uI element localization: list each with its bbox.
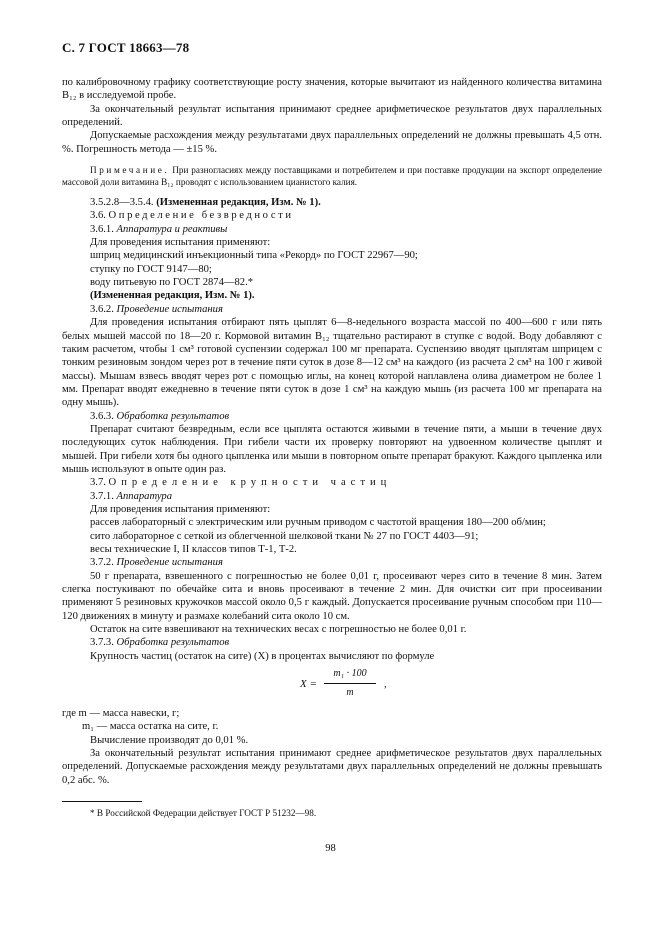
- section-3-7-3: [62, 636, 602, 649]
- note-text: При разногласиях между поставщиками и потребителем и при поставке продукции на экспорт определение массовой доли витамина B₁₂ проводят с использованием цианистого калия.: [62, 165, 603, 188]
- section-3-7-1: [62, 490, 602, 503]
- section-3-5-2-8: [62, 196, 602, 209]
- section-3-6: [62, 209, 602, 222]
- note: [62, 164, 602, 188]
- list-item: весы технические I, II классов типов Т-1, Т-2.: [90, 544, 297, 555]
- paragraph: по калибровочному графику соответствующие росту значения, которые вычитают из найденного количества витамина B₁₂ в исследуемой пробе.: [62, 77, 602, 102]
- paragraph: Остаток на сите взвешивают на технических весах с погрешностью не более 0,01 г.: [90, 624, 467, 636]
- section-title: Аппаратура: [116, 490, 172, 502]
- paragraph: Для проведения испытания отбирают пять цыплят 6—8-недельного возраста массой по 400—600 г или пять белых мышей массой по 18—20 г. Кормовой витамин B₁₂ тщательно растирают в ступке с водой. Воду добавляют с таким расчетом, чтобы 1 см³ готовой суспензии содержал 100 мг препарата. Суспензию вводят цыплятам шприцем с тонким резиновым зондом через рот в течение пяти суток в дозе 8—12 см³ на каждого (из расчета 2 см³ на 100 г живой массы). Мышам взвесь вводят через рот с помощью иглы, на конец которой наплавлена олива диаметром не более 1 мм. Препарат вводят ежедневно в течение пяти суток в дозе 1 см³ на каждую мышь (из расчета 100 мг препарата на одну мышь).: [62, 317, 602, 409]
- paragraph: 50 г препарата, взвешенного с погрешностью не более 0,01 г, просеивают через сито в течение 8 мин. Затем слегка постукивают по обечайке сита и вновь просеивают в течение 2 мин. Для очистки сит при просеивании применяют 5 резиновых кружочков массой около 0,5 г каждый. Допускается просеивание ручным способом при 110—120 движениях в минуту и размахе колебаний сита около 10 см.: [62, 570, 602, 622]
- paragraph: Крупность частиц (остаток на сите) (X) в процентах вычисляют по формуле: [90, 650, 435, 662]
- formula-fraction: [318, 667, 382, 699]
- where-m1: m₁ — масса остатка на сите, г.: [82, 721, 219, 733]
- formula-numerator: m₁ · 100: [333, 668, 367, 680]
- section-3-6-1: [62, 223, 602, 236]
- list-item: Для проведения испытания применяют:: [90, 503, 271, 515]
- page-header: С. 7 ГОСТ 18663—78: [62, 40, 190, 55]
- revision-note: (Измененная редакция, Изм. № 1).: [156, 197, 321, 209]
- section-3-6-3: [62, 410, 602, 423]
- section-title: Определение безвредности: [108, 210, 294, 222]
- section-title: Проведение испытания: [116, 557, 223, 569]
- section-title: Обработка результатов: [116, 637, 230, 649]
- fraction-bar: [324, 683, 376, 684]
- list-item: Для проведения испытания применяют:: [90, 237, 271, 249]
- footnote: * В Российской Федерации действует ГОСТ Р 51232—98.: [90, 808, 317, 818]
- paragraph: Вычисление производят до 0,01 %.: [90, 734, 249, 746]
- list-item: сито лабораторное с сеткой из облегченной шелковой ткани № 27 по ГОСТ 4403—91;: [90, 530, 479, 542]
- document-body: [62, 76, 602, 787]
- list-item: ступку по ГОСТ 9147—80;: [90, 263, 212, 275]
- section-title: Проведение испытания: [116, 303, 223, 315]
- footnote-divider: [62, 801, 142, 802]
- section-title: Аппаратура и реактивы: [116, 223, 228, 235]
- list-item: рассев лабораторный с электрическим или ручным приводом с частотой вращения 180—200 об/мин;: [90, 517, 546, 529]
- section-number: 3.6.3.: [90, 410, 114, 422]
- section-number: 3.6.1.: [90, 223, 114, 235]
- section-title: Обработка результатов: [116, 410, 230, 422]
- where-m: где m — масса навески, г;: [62, 708, 180, 720]
- section-number: 3.7.: [90, 477, 106, 489]
- list-item: воду питьевую по ГОСТ 2874—82.*: [90, 277, 254, 289]
- section-title: Определение крупности частиц: [108, 477, 392, 489]
- revision-note: [62, 289, 602, 302]
- section-number: 3.6.2.: [90, 303, 114, 315]
- paragraph: Препарат считают безвредным, если все цыплята остаются живыми в течение пяти, а мыши в течение двух последующих суток наблюдения. При гибели части их проверку повторяют на удвоенном количестве цыплят и мышей. При гибели хотя бы одного цыпленка или мыши в повторном опыте препарат бракуют. Каждого цыпленка или мышь используют в опыте один раз.: [62, 423, 602, 475]
- formula-tail: ,: [384, 679, 387, 691]
- section-number: 3.7.2.: [90, 557, 114, 569]
- section-3-7-2: [62, 556, 602, 569]
- section-number: 3.6.: [90, 210, 106, 222]
- section-number: 3.5.2.8—3.5.4.: [90, 197, 154, 209]
- section-3-6-2: [62, 303, 602, 316]
- paragraph: За окончательный результат испытания принимают среднее арифметическое результатов двух параллельных определений. Допускаемые расхождения между результатами двух параллельных определений не должны превышать 0,2 абс. %.: [62, 748, 602, 786]
- section-number: 3.7.3.: [90, 637, 114, 649]
- revision-note-text: (Измененная редакция, Изм. № 1).: [90, 290, 255, 302]
- page-number: 98: [325, 843, 336, 854]
- formula-lhs: X =: [300, 678, 317, 691]
- formula-denominator: m: [346, 687, 354, 699]
- paragraph: Допускаемые расхождения между результатами двух параллельных определений не должны превышать 4,5 отн. %. Погрешность метода — ±15 %.: [62, 130, 602, 155]
- section-number: 3.7.1.: [90, 490, 114, 502]
- formula: [62, 667, 602, 701]
- section-3-7: [62, 476, 602, 489]
- paragraph: За окончательный результат испытания принимают среднее арифметическое результатов двух параллельных определений.: [62, 103, 602, 129]
- note-label: Примечание.: [90, 165, 170, 176]
- list-item: шприц медицинский инъекционный типа «Рекорд» по ГОСТ 22967—90;: [90, 250, 418, 262]
